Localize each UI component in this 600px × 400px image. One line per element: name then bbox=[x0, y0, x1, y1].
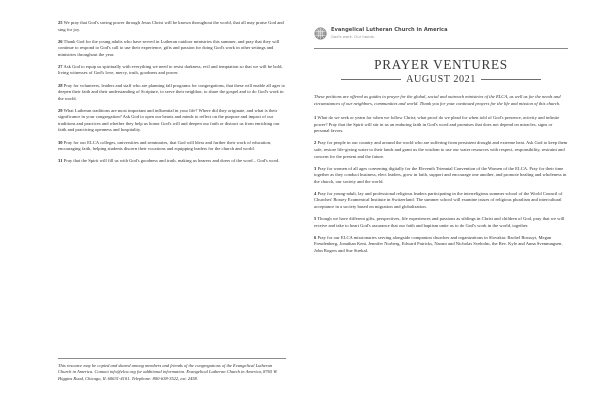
prayer-entry-text: What do we seek or yearn for when we follow Christ; what proof do we plead for when told of God's presence, activity and infinite power? Pray that the Spirit will stir in us an enduring faith in God's word and promises that does not depend on miracles, signs or personal favors. bbox=[314, 115, 560, 134]
organization-name: Evangelical Lutheran Church in America bbox=[331, 27, 448, 33]
prayer-entry-text: Pray for women of all ages convening digitally for the Eleventh Triennial Convention of the Women of the ELCA. Pray for their time together as they conduct business, elect leaders, grow in faith, support and encourage one another, and promote healing and wholeness in the church, our society and the world. bbox=[314, 165, 567, 184]
prayer-entry-text: Pray for young-adult, lay and professional religious leaders participating in the interreligious summer school of the World Council of Churches' Bossey Ecumenical Institute in Switzerland. The summer school will examine issues of religious pluralism and intercultural acceptance in a society based on migration and globalization. bbox=[314, 190, 563, 209]
prayer-entry-number: 30 bbox=[58, 139, 63, 145]
page-title: PRAYER VENTURES bbox=[374, 56, 508, 72]
prayer-entry-number: 2 bbox=[314, 140, 317, 146]
prayer-entry bbox=[58, 140, 286, 153]
column-spacer bbox=[58, 170, 286, 357]
prayer-entry bbox=[58, 83, 286, 103]
prayer-entry-text: Though we have different gifts, perspectives, life experiences and passions as siblings in Christ and children of God, pray that we will receive and take to heart God's assurance that our faith and baptism unite us to do God's work in the world, together. bbox=[314, 216, 565, 228]
prayer-entry-text: Pray for our ELCA missionaries serving alongside companion churches and organizations in Slovakia: Rachel Bossuyt, Megan Freudenberg, Jonathan Kent, Jennifer Norberg, Edward Patricks, Naomi and Nicholas Sveholm, the Rev. Kyle and Anna Svennungsen, John Rogers and Sue Strekal. bbox=[314, 234, 563, 253]
right-column bbox=[300, 0, 600, 400]
prayer-entry bbox=[58, 20, 286, 33]
intro-paragraph: These petitions are offered as guides to prayer for the global, social and outreach ministries of the ELCA, as well as for the needs and circumstances of our neighbors, communities and world. Thank you for your continued prayers for the life and mission of this church. bbox=[314, 94, 561, 106]
prayer-entry bbox=[314, 216, 568, 229]
prayer-entry-text: Pray for volunteers, leaders and staff who are planning fall programs for congregations, that these will enable all ages to deepen their faith and their understanding of Scripture, to serve their neighbor, to share the gospel and to do God's work in the world. bbox=[58, 82, 286, 101]
subtitle-row bbox=[314, 74, 568, 85]
prayer-entry-text: What Lutheran traditions are most important and influential in your life? Where did they originate, and what is their significance in your congregation? Ask God to open our hearts and minds to reflect on the purpose and impact of our traditions and practices and whether they help us honor God's will and deepen our faith or distract us from enriching our faith and practicing openness and hospitality. bbox=[58, 107, 280, 133]
prayer-entry-number: 26 bbox=[58, 38, 63, 44]
prayer-entry-number: 5 bbox=[314, 216, 317, 222]
subtitle-rule-left bbox=[341, 79, 401, 80]
masthead bbox=[314, 26, 568, 42]
prayer-entry bbox=[58, 64, 286, 77]
left-column-entries bbox=[58, 20, 286, 170]
subtitle-rule-right bbox=[481, 79, 541, 80]
footnote-block bbox=[58, 358, 286, 393]
organization-tagline: God's work. Our hands. bbox=[331, 34, 375, 39]
prayer-entry-number: 25 bbox=[58, 20, 63, 25]
prayer-entry-text: Ask God to equip us spiritually with everything we need to resist darkness, evil and temptation so that we will be bold, living witnesses of God's love, mercy, truth, goodness and power. bbox=[58, 63, 283, 76]
prayer-entry bbox=[58, 39, 286, 59]
page-subtitle: AUGUST 2021 bbox=[406, 74, 476, 85]
elca-cross-globe-logo-icon bbox=[314, 27, 327, 42]
prayer-entry bbox=[314, 140, 568, 160]
prayer-entry-text: Pray that the Spirit will fill us with God's goodness and truth, making us hearers and doers of the word – God's word. bbox=[63, 158, 280, 164]
masthead-divider bbox=[314, 48, 568, 49]
prayer-entry bbox=[314, 191, 568, 211]
prayer-entry-number: 3 bbox=[314, 165, 317, 171]
prayer-entry-text: Pray for people in our country and around the world who are suffering from persistent drought and extreme heat. Ask God to keep them safe, restore life-giving water to their lands and grant us the wisdom to use our water resources with respect, responsibility, restraint and concern for the present and the future. bbox=[314, 140, 568, 159]
prayer-entry bbox=[314, 115, 568, 135]
prayer-entry bbox=[58, 108, 286, 134]
prayer-entry-text: Pray for our ELCA colleges, universities and seminaries, that God will bless and further their work of education, encouraging faith, helping students discern their vocations and equipping leaders for the church and world. bbox=[58, 139, 272, 152]
title-block bbox=[314, 58, 568, 86]
right-column-entries bbox=[314, 115, 568, 254]
footnote-divider bbox=[58, 358, 286, 359]
prayer-entry-number: 29 bbox=[58, 107, 63, 113]
prayer-entry bbox=[314, 166, 568, 186]
prayer-entry-text: We pray that God's saving power through Jesus Christ will be known throughout the world, that all may praise God and sing for joy. bbox=[58, 20, 284, 32]
prayer-entry-number: 31 bbox=[58, 158, 63, 164]
prayer-entry-number: 28 bbox=[58, 82, 63, 88]
prayer-entry-number: 27 bbox=[58, 63, 63, 69]
prayer-entry-number: 4 bbox=[314, 190, 317, 196]
masthead-text bbox=[331, 26, 448, 40]
footnote-text: This resource may be copied and shared among members and friends of the congregations of the Evangelical Lutheran Church in America. Contact info@elca.org for additional information. Evangelical Lutheran Church in America, 8765 W. Higgins Road, Chicago, IL 60631-4101. Telephone: 800-638-3522, ext. 2458. bbox=[58, 362, 278, 381]
prayer-entry bbox=[314, 235, 568, 255]
prayer-entry-number: 1 bbox=[314, 115, 317, 121]
prayer-entry-text: Thank God for the young adults who have served in Lutheran outdoor ministries this summer, and pray that they will continue to respond to God's call to use their experience, gifts and passion for doing God's work in other settings and ministries throughout the year. bbox=[58, 38, 280, 57]
prayer-entry-number: 6 bbox=[314, 234, 317, 240]
prayer-entry bbox=[58, 158, 286, 165]
